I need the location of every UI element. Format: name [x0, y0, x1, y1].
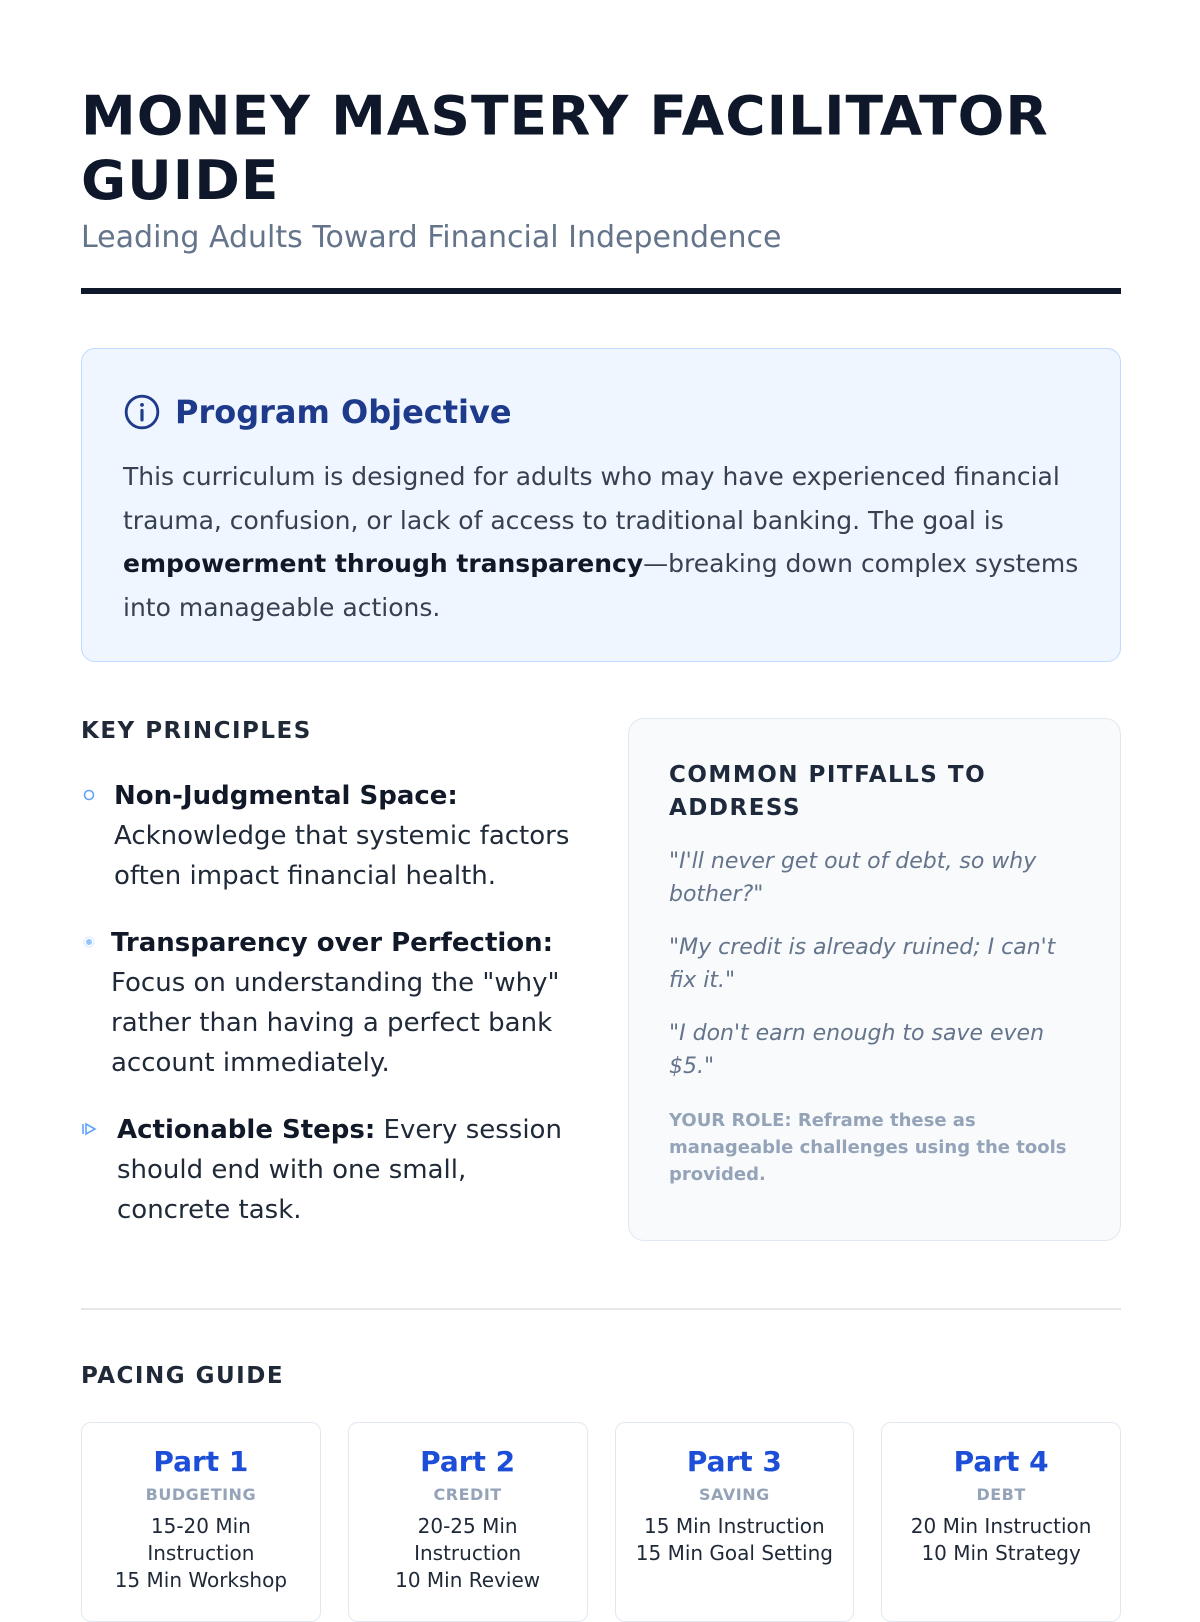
principle-label: Non-Judgmental Space: — [114, 781, 458, 811]
info-icon — [123, 393, 161, 431]
principle-item — [81, 776, 581, 896]
section-divider — [81, 1308, 1121, 1310]
part-topic: SAVING — [699, 1485, 770, 1504]
part-schedule — [82, 1513, 320, 1594]
pacing-card — [81, 1422, 321, 1622]
part-topic: DEBT — [976, 1485, 1026, 1504]
principle-label: Actionable Steps: — [117, 1115, 376, 1145]
objective-body-end: —breaking down complex systems into manageable actions. — [123, 549, 1079, 622]
part-name: Part 3 — [686, 1445, 782, 1478]
objective-body — [123, 455, 1080, 629]
part-schedule-line: 15 Min Workshop — [114, 1568, 288, 1592]
play-icon — [81, 1122, 97, 1136]
objective-header — [123, 387, 1080, 437]
part-schedule-line: Instruction — [147, 1541, 255, 1565]
principle-text — [81, 1110, 581, 1230]
page-subtitle: Leading Adults Toward Financial Independence — [81, 220, 782, 255]
part-name: Part 2 — [420, 1445, 516, 1478]
pitfall-quote: "My credit is already ruined; I can't fix it." — [669, 935, 1056, 993]
title-rule — [81, 288, 1121, 294]
principle-description: Acknowledge that systemic factors often impact financial health. — [114, 821, 570, 891]
part-schedule — [882, 1513, 1120, 1567]
part-schedule-line: 15 Min Goal Setting — [635, 1541, 833, 1565]
principle-text — [81, 923, 581, 1083]
part-schedule-line: 20 Min Instruction — [910, 1514, 1092, 1538]
principle-description: Every session should end with one small, concrete task. — [117, 1115, 562, 1225]
part-schedule-line: 15 Min Instruction — [644, 1514, 825, 1538]
page-title: MONEY MASTERY FACILITATOR GUIDE — [81, 84, 1049, 212]
part-schedule-line: 10 Min Strategy — [921, 1541, 1081, 1565]
objective-body-start: This curriculum is designed for adults who may have experienced financial trauma, confusion, or lack of access to traditional banking. The goal is — [123, 462, 1060, 535]
objective-body-emphasis: empowerment through transparency — [123, 549, 644, 578]
pitfalls-card — [628, 718, 1121, 1241]
dot-icon — [82, 935, 96, 949]
part-schedule-line: 15-20 Min — [150, 1514, 251, 1538]
principle-item — [81, 923, 581, 1083]
pitfall-quote: "I'll never get out of debt, so why bother?" — [669, 849, 1037, 907]
part-schedule-line: Instruction — [414, 1541, 522, 1565]
objective-title: Program Objective — [175, 393, 512, 431]
principle-item — [81, 1110, 581, 1230]
principle-text — [81, 776, 581, 896]
pacing-guide-heading: PACING GUIDE — [81, 1363, 285, 1389]
pacing-parts — [81, 1422, 1121, 1622]
part-name: Part 4 — [953, 1445, 1049, 1478]
part-schedule-line: 10 Min Review — [395, 1568, 541, 1592]
principle-description: Focus on understanding the "why" rather than having a perfect bank account immediately. — [111, 968, 560, 1078]
pacing-card — [348, 1422, 588, 1622]
objective-card — [81, 348, 1121, 662]
part-schedule — [616, 1513, 854, 1567]
principle-label: Transparency over Perfection: — [111, 928, 554, 958]
part-topic: CREDIT — [433, 1485, 502, 1504]
part-schedule-line: 20-25 Min — [417, 1514, 518, 1538]
key-principles-heading: KEY PRINCIPLES — [81, 718, 312, 744]
circle-outline-icon — [82, 788, 96, 802]
facilitator-role-note: YOUR ROLE: Reframe these as manageable challenges using the tools provided. — [669, 1110, 1067, 1185]
pitfall-quote: "I don't earn enough to save even $5." — [669, 1021, 1045, 1079]
part-name: Part 1 — [153, 1445, 249, 1478]
pacing-card — [881, 1422, 1121, 1622]
part-topic: BUDGETING — [145, 1485, 257, 1504]
pacing-card — [615, 1422, 855, 1622]
part-schedule — [349, 1513, 587, 1594]
pitfalls-title: COMMON PITFALLS TO ADDRESS — [669, 762, 987, 821]
